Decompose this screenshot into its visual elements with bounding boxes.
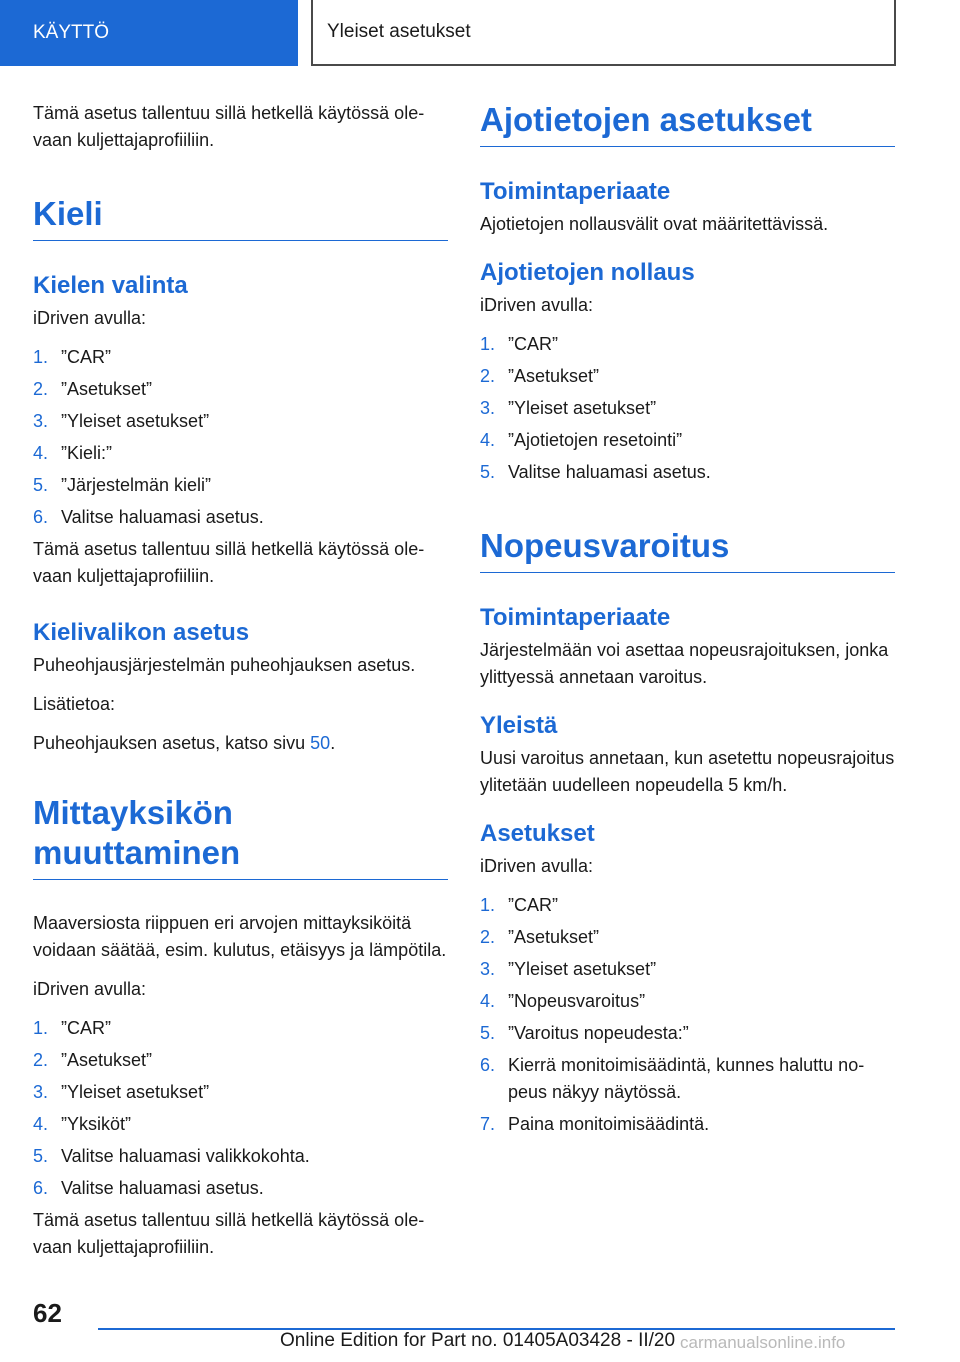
- list-item: 2. ”Asetukset”: [480, 366, 600, 386]
- list-item: 3. ”Yleiset asetukset”: [480, 959, 657, 979]
- intro-text: Tämä asetus tallentuu sillä hetkellä käytössä olevaan kuljettajaprofiiliin.: [33, 103, 425, 150]
- cross-reference: Puheohjauksen asetus, katso sivu 50.: [33, 733, 336, 753]
- steps-list-kieli: [33, 344, 448, 531]
- list-item: 6. Valitse haluamasi asetus.: [33, 1178, 264, 1198]
- section-title-ajotiedot: Ajotietojen asetukset: [480, 100, 895, 147]
- heading-toimintaperiaate: Toimintaperiaate: [480, 604, 671, 631]
- page-number: 62: [33, 1298, 62, 1328]
- list-item: 1. ”CAR”: [33, 1018, 111, 1038]
- lead-text: iDriven avulla:: [33, 979, 147, 999]
- list-item: 1. ”CAR”: [480, 895, 558, 915]
- body-text: Ajotietojen nollausvälit ovat määritettävissä.: [480, 214, 829, 234]
- list-item: 5. ”Järjestelmän kieli”: [33, 475, 212, 495]
- list-item: 3. ”Yleiset asetukset”: [480, 398, 657, 418]
- list-item: 5. Valitse haluamasi valikkokohta.: [33, 1146, 310, 1166]
- page-header: [0, 0, 960, 66]
- list-item: 1. ”CAR”: [480, 334, 558, 354]
- section-tab[interactable]: KÄYTTÖ: [0, 0, 298, 66]
- watermark: carmanualsonline.info: [680, 1333, 846, 1352]
- right-column: [480, 100, 895, 1143]
- heading-toimintaperiaate: Toimintaperiaate: [480, 178, 671, 205]
- list-item: 2. ”Asetukset”: [33, 379, 153, 399]
- list-item: 6. Valitse haluamasi asetus.: [33, 507, 264, 527]
- steps-list-ajo: [480, 331, 895, 486]
- list-item: 6. Kierrä monitoimisäädintä, kunnes haluttu nopeus näkyy näytössä.: [480, 1055, 865, 1102]
- heading-yleista: Yleistä: [480, 712, 558, 739]
- steps-list-nopeus: [480, 892, 895, 1138]
- heading-kielen-valinta: Kielen valinta: [33, 272, 188, 299]
- lead-text: iDriven avulla:: [480, 295, 594, 315]
- section-title-mittayksikko: Mittayksikön muuttaminen: [33, 793, 448, 880]
- section-title-nopeusvaroitus: Nopeusvaroitus: [480, 526, 895, 573]
- note-text: Tämä asetus tallentuu sillä hetkellä käytössä olevaan kuljettajaprofiiliin.: [33, 1210, 425, 1257]
- lead-text: iDriven avulla:: [33, 308, 147, 328]
- section-title-kieli: Kieli: [33, 194, 448, 241]
- edition-text: Online Edition for Part no. 01405A03428 - II/20: [280, 1330, 676, 1351]
- body-text: Uusi varoitus annetaan, kun asetettu nopeusrajoitus ylitetään uudelleen nopeudella 5 km/h.: [480, 748, 895, 795]
- list-item: 5. Valitse haluamasi asetus.: [480, 462, 711, 482]
- list-item: 5. ”Varoitus nopeudesta:”: [480, 1023, 689, 1043]
- lead-text: iDriven avulla:: [480, 856, 594, 876]
- list-item: 2. ”Asetukset”: [33, 1050, 153, 1070]
- list-item: 4. ”Kieli:”: [33, 443, 113, 463]
- page-link[interactable]: 50: [310, 733, 331, 753]
- list-item: 7. Paina monitoimisäädintä.: [480, 1114, 710, 1134]
- heading-kielivalikko: Kielivalikon asetus: [33, 619, 250, 646]
- left-column: [33, 100, 448, 1273]
- body-text: Maaversiosta riippuen eri arvojen mittayksiköitä voidaan säätää, esim. kulutus, etäisyys ja lämpötila.: [33, 913, 447, 960]
- list-item: 2. ”Asetukset”: [480, 927, 600, 947]
- list-item: 4. ”Ajotietojen resetointi”: [480, 430, 683, 450]
- list-item: 3. ”Yleiset asetukset”: [33, 1082, 210, 1102]
- heading-asetukset: Asetukset: [480, 820, 595, 847]
- list-item: 4. ”Yksiköt”: [33, 1114, 132, 1134]
- body-text: Puheohjausjärjestelmän puheohjauksen asetus.: [33, 655, 416, 675]
- list-item: 3. ”Yleiset asetukset”: [33, 411, 210, 431]
- list-item: 4. ”Nopeusvaroitus”: [480, 991, 646, 1011]
- note-text: Tämä asetus tallentuu sillä hetkellä käytössä olevaan kuljettajaprofiiliin.: [33, 539, 425, 586]
- list-item: 1. ”CAR”: [33, 347, 111, 367]
- heading-ajotietojen-nollaus: Ajotietojen nollaus: [480, 259, 695, 286]
- body-text: Järjestelmään voi asettaa nopeusrajoituksen, jonka ylittyessä annetaan varoitus.: [480, 640, 889, 687]
- more-info-label: Lisätietoa:: [33, 694, 116, 714]
- topic-tab[interactable]: Yleiset asetukset: [311, 0, 896, 66]
- steps-list-mitta: [33, 1015, 448, 1202]
